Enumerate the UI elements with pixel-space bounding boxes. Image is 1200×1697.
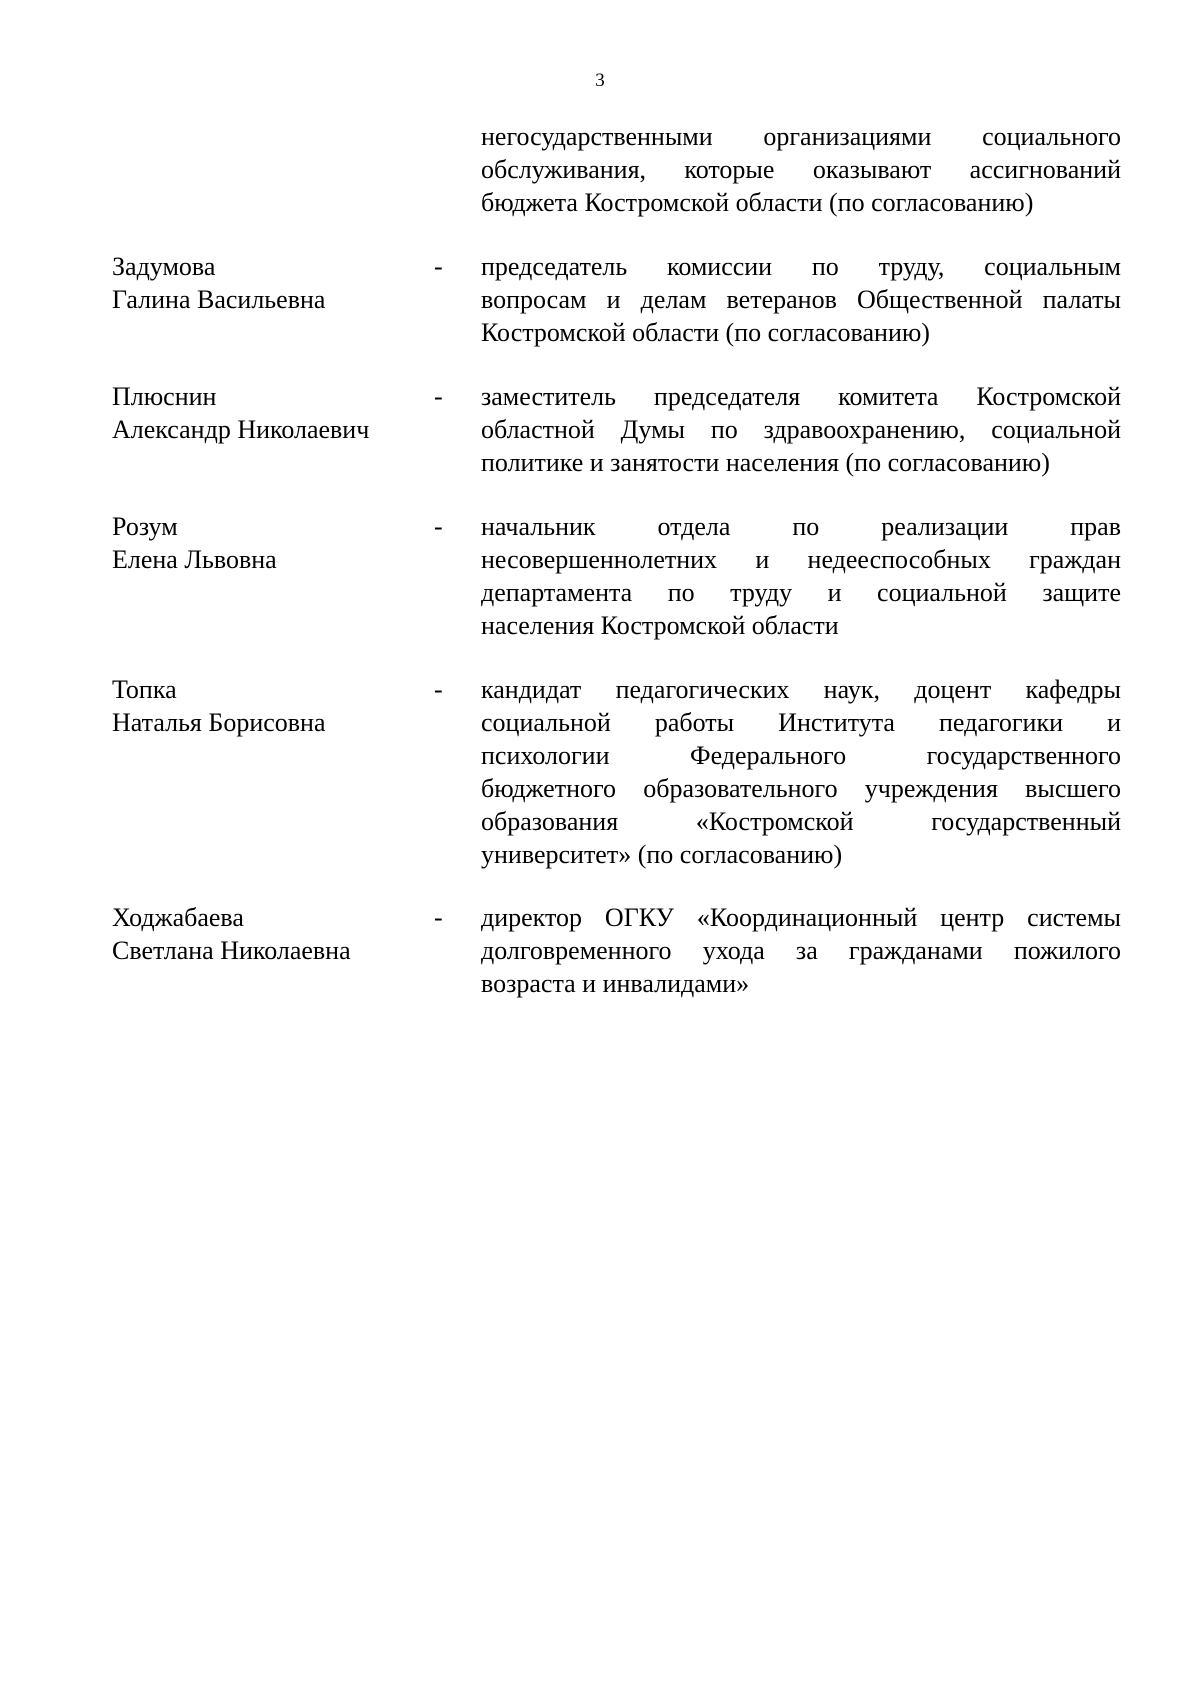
member-surname: Ходжабаева <box>112 903 244 932</box>
member-role-line: образования «Костромской государственный <box>481 807 1121 836</box>
member-given-names: Елена Львовна <box>112 545 277 574</box>
member-role <box>481 250 1121 349</box>
member-role-line: вопросам и делам ветеранов Общественной палаты <box>481 285 1121 314</box>
member-role-line: населения Костромской области <box>481 611 839 640</box>
member-role-line: социальной работы Института педагогики и <box>481 708 1121 737</box>
continuation-line: обслуживания, которые оказывают ассигнований <box>481 155 1121 184</box>
member-name <box>112 380 432 446</box>
member-role-line: директор ОГКУ «Координационный центр системы <box>481 903 1121 932</box>
member-name <box>112 673 432 739</box>
member-name <box>112 250 432 316</box>
member-surname: Розум <box>112 512 178 541</box>
member-given-names: Наталья Борисовна <box>112 708 326 737</box>
member-role-line: долговременного ухода за гражданами пожилого <box>481 936 1121 965</box>
member-role <box>481 510 1121 642</box>
member-given-names: Светлана Николаевна <box>112 936 351 965</box>
member-dash: - <box>434 252 443 281</box>
member-role-line: департамента по труду и социальной защите <box>481 578 1121 607</box>
member-role-line: психологии Федерального государственного <box>481 741 1121 770</box>
member-role-line: политике и занятости населения (по согласованию) <box>481 448 1050 477</box>
continuation-line: негосударственными организациями социального <box>481 122 1121 151</box>
member-given-names: Галина Васильевна <box>112 285 326 314</box>
page-number: 3 <box>595 70 605 91</box>
member-surname: Задумова <box>112 252 216 281</box>
member-surname: Плюснин <box>112 382 217 411</box>
member-given-names: Александр Николаевич <box>112 415 370 444</box>
member-dash: - <box>434 382 443 411</box>
member-name <box>112 901 432 967</box>
member-role-line: бюджетного образовательного учреждения высшего <box>481 774 1121 803</box>
member-name <box>112 510 432 576</box>
member-surname: Топка <box>112 675 177 704</box>
member-role <box>481 673 1121 871</box>
continuation-text <box>481 120 1121 219</box>
member-role <box>481 380 1121 479</box>
member-role-line: кандидат педагогических наук, доцент кафедры <box>481 675 1121 704</box>
member-role-line: несовершеннолетних и недееспособных граждан <box>481 545 1121 574</box>
member-role-line: областной Думы по здравоохранению, социальной <box>481 415 1121 444</box>
member-role-line: заместитель председателя комитета Костромской <box>481 382 1121 411</box>
member-role-line: возраста и инвалидами» <box>481 969 750 998</box>
continuation-line: бюджета Костромской области (по согласованию) <box>481 188 1034 217</box>
member-role <box>481 901 1121 1000</box>
member-role-line: начальник отдела по реализации прав <box>481 512 1121 541</box>
member-dash: - <box>434 675 443 704</box>
member-role-line: председатель комиссии по труду, социальным <box>481 252 1121 281</box>
member-role-line: Костромской области (по согласованию) <box>481 318 930 347</box>
member-dash: - <box>434 903 443 932</box>
member-role-line: университет» (по согласованию) <box>481 840 843 869</box>
member-dash: - <box>434 512 443 541</box>
